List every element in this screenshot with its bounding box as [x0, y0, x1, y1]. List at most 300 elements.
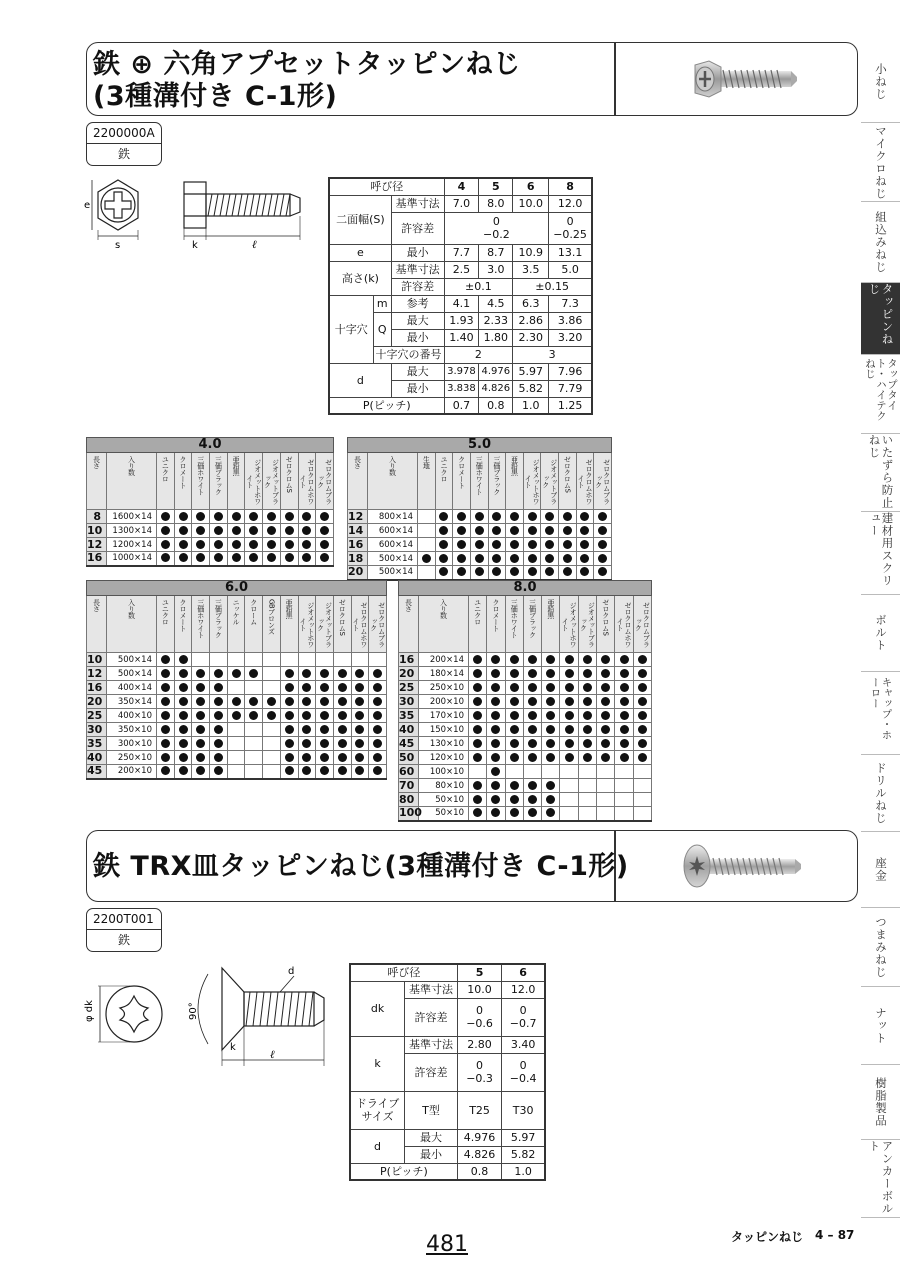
availability-cell — [560, 695, 578, 709]
availability-cell — [298, 667, 316, 681]
quantity-cell: 200×10 — [419, 695, 469, 709]
availability-cell — [505, 765, 523, 779]
availability-cell — [369, 723, 387, 737]
availability-cell — [245, 681, 263, 695]
availability-cell — [487, 723, 505, 737]
availability-cell — [369, 667, 387, 681]
length-cell: 70 — [399, 779, 419, 793]
availability-cell — [157, 653, 175, 667]
drawing-label-angle: 90° — [188, 1002, 199, 1020]
spec-cell: 2 — [444, 346, 513, 363]
table-row — [399, 807, 652, 821]
available-dot-icon — [302, 553, 311, 562]
finish-column-header: ゼロクロムブラック — [633, 596, 651, 653]
finish-column-header: 三価ブラック — [210, 453, 228, 510]
available-dot-icon — [598, 526, 607, 535]
spec-cell: 許容差 — [405, 1053, 458, 1091]
availability-cell — [245, 552, 263, 566]
availability-cell — [333, 709, 351, 723]
availability-cell — [542, 723, 560, 737]
available-dot-icon — [457, 540, 466, 549]
spec-size: 6 — [502, 964, 545, 981]
available-dot-icon — [510, 669, 519, 678]
availability-cell — [227, 681, 245, 695]
quantity-cell: 500×14 — [107, 667, 157, 681]
availability-cell — [542, 695, 560, 709]
available-dot-icon — [161, 540, 170, 549]
availability-cell — [541, 524, 559, 538]
finish-column-header: ジオメットホワイト — [245, 453, 263, 510]
available-dot-icon — [580, 540, 589, 549]
availability-cell — [227, 723, 245, 737]
availability-cell — [316, 709, 334, 723]
available-dot-icon — [475, 540, 484, 549]
availability-cell — [227, 709, 245, 723]
finish-column-header: ゼロクロムS — [559, 453, 577, 510]
spec-cell: 4.826 — [479, 380, 513, 397]
available-dot-icon — [214, 766, 223, 775]
availability-cell — [542, 765, 560, 779]
availability-cell — [615, 737, 633, 751]
availability-cell — [280, 751, 298, 765]
available-dot-icon — [492, 526, 501, 535]
availability-cell — [174, 723, 192, 737]
length-cell: 20 — [399, 667, 419, 681]
availability-cell — [174, 552, 192, 566]
length-column-header: 長さ — [348, 453, 368, 510]
available-dot-icon — [232, 669, 241, 678]
available-dot-icon — [422, 554, 431, 563]
available-dot-icon — [355, 711, 364, 720]
spec-cell: 1.0 — [502, 1163, 545, 1180]
availability-cell — [541, 566, 559, 580]
availability-cell — [597, 751, 615, 765]
available-dot-icon — [546, 739, 555, 748]
availability-cell — [210, 552, 228, 566]
length-cell: 25 — [399, 681, 419, 695]
spec-cell: 3.978 — [444, 363, 479, 380]
sidebar-tab[interactable] — [861, 987, 900, 1065]
spec-cell: 最小 — [391, 244, 444, 261]
availability-cell — [192, 709, 210, 723]
available-dot-icon — [601, 753, 610, 762]
quantity-cell: 500×14 — [368, 552, 418, 566]
available-dot-icon — [492, 567, 501, 576]
availability-cell — [245, 709, 263, 723]
spec-cell: 最大 — [391, 312, 444, 329]
finish-column-header: ゼロクロムホワイト — [615, 596, 633, 653]
sidebar-tab[interactable] — [861, 42, 900, 123]
availability-cell — [174, 510, 192, 524]
available-dot-icon — [285, 669, 294, 678]
available-dot-icon — [338, 669, 347, 678]
availability-cell — [469, 751, 487, 765]
spec-cell: 基準寸法 — [391, 195, 444, 212]
availability-cell — [435, 510, 453, 524]
available-dot-icon — [439, 554, 448, 563]
availability-cell — [633, 667, 651, 681]
availability-cell — [560, 723, 578, 737]
availability-cell — [505, 681, 523, 695]
finish-column-header: クローム — [245, 596, 263, 653]
available-dot-icon — [491, 808, 500, 817]
availability-cell — [333, 737, 351, 751]
sidebar-tab[interactable] — [861, 755, 900, 832]
available-dot-icon — [285, 553, 294, 562]
availability-cell — [597, 793, 615, 807]
spec-cell: 8.7 — [479, 244, 513, 261]
availability-cell — [487, 793, 505, 807]
sidebar-tab[interactable] — [861, 512, 900, 595]
length-cell: 40 — [87, 751, 107, 765]
available-dot-icon — [196, 725, 205, 734]
available-dot-icon — [302, 526, 311, 535]
finish-column-header: 三価ホワイト — [192, 596, 210, 653]
availability-cell — [505, 667, 523, 681]
sidebar-tab[interactable] — [861, 355, 900, 434]
available-dot-icon — [583, 725, 592, 734]
available-dot-icon — [179, 711, 188, 720]
availability-cell — [369, 765, 387, 779]
availability-cell — [469, 681, 487, 695]
quantity-cell: 800×14 — [368, 510, 418, 524]
available-dot-icon — [598, 554, 607, 563]
available-dot-icon — [473, 697, 482, 706]
available-dot-icon — [601, 739, 610, 748]
availability-cell — [369, 737, 387, 751]
availability-cell — [523, 709, 541, 723]
pack-table-6 — [86, 580, 387, 780]
availability-cell — [245, 667, 263, 681]
length-cell: 14 — [348, 524, 368, 538]
available-dot-icon — [601, 711, 610, 720]
spec-cell: 0 −0.2 — [444, 212, 549, 244]
available-dot-icon — [510, 808, 519, 817]
available-dot-icon — [196, 512, 205, 521]
availability-cell — [245, 751, 263, 765]
availability-cell — [351, 709, 369, 723]
availability-cell — [280, 667, 298, 681]
drawing-label-l: ℓ — [270, 1048, 275, 1061]
availability-cell — [523, 793, 541, 807]
available-dot-icon — [214, 683, 223, 692]
available-dot-icon — [580, 512, 589, 521]
availability-cell — [227, 667, 245, 681]
availability-cell — [597, 765, 615, 779]
availability-cell — [210, 538, 228, 552]
drawing-label-k: k — [192, 240, 198, 251]
available-dot-icon — [598, 512, 607, 521]
spec-cell: 3.838 — [444, 380, 479, 397]
sidebar-tab[interactable] — [861, 595, 900, 672]
availability-cell — [615, 793, 633, 807]
availability-cell — [418, 510, 436, 524]
availability-cell — [469, 779, 487, 793]
availability-cell — [245, 653, 263, 667]
available-dot-icon — [214, 512, 223, 521]
availability-cell — [210, 737, 228, 751]
hex-screw-drawing — [84, 172, 320, 262]
length-cell: 16 — [87, 552, 107, 566]
availability-cell — [453, 566, 471, 580]
drawing-label-d: d — [288, 966, 295, 977]
available-dot-icon — [545, 526, 554, 535]
available-dot-icon — [179, 683, 188, 692]
quantity-cell: 250×10 — [419, 681, 469, 695]
availability-cell — [210, 723, 228, 737]
product1-title-line1: 鉄 ⊕ 六角アプセットタッピンねじ — [93, 49, 521, 80]
availability-cell — [351, 667, 369, 681]
availability-cell — [263, 524, 281, 538]
available-dot-icon — [373, 711, 382, 720]
available-dot-icon — [355, 766, 364, 775]
available-dot-icon — [302, 512, 311, 521]
availability-cell — [505, 793, 523, 807]
availability-cell — [192, 510, 210, 524]
availability-cell — [542, 709, 560, 723]
availability-cell — [523, 765, 541, 779]
available-dot-icon — [196, 739, 205, 748]
available-dot-icon — [491, 697, 500, 706]
footer-section: タッピンねじ — [731, 1230, 804, 1244]
quantity-cell: 400×14 — [107, 681, 157, 695]
available-dot-icon — [620, 683, 629, 692]
availability-cell — [578, 765, 596, 779]
available-dot-icon — [232, 512, 241, 521]
available-dot-icon — [491, 711, 500, 720]
availability-cell — [523, 751, 541, 765]
availability-cell — [559, 566, 577, 580]
availability-cell — [488, 552, 506, 566]
availability-cell — [210, 653, 228, 667]
available-dot-icon — [546, 697, 555, 706]
availability-cell — [578, 793, 596, 807]
availability-cell — [298, 538, 316, 552]
spec-cell: 3.20 — [549, 329, 592, 346]
available-dot-icon — [638, 683, 647, 692]
available-dot-icon — [510, 655, 519, 664]
hex-screw-photo — [687, 57, 799, 101]
available-dot-icon — [249, 711, 258, 720]
product1-title-line2: (3種溝付き C-1形) — [93, 81, 338, 112]
availability-cell — [192, 695, 210, 709]
available-dot-icon — [302, 725, 311, 734]
available-dot-icon — [285, 512, 294, 521]
availability-cell — [488, 524, 506, 538]
spec-cell: 7.3 — [549, 295, 592, 312]
availability-cell — [615, 723, 633, 737]
page-number: 481 — [426, 1232, 468, 1257]
availability-cell — [263, 538, 281, 552]
availability-cell — [560, 765, 578, 779]
available-dot-icon — [473, 683, 482, 692]
availability-cell — [633, 793, 651, 807]
available-dot-icon — [232, 526, 241, 535]
table-row — [87, 510, 334, 524]
available-dot-icon — [601, 669, 610, 678]
availability-cell — [523, 807, 541, 821]
availability-cell — [245, 524, 263, 538]
drawing-label-k: k — [230, 1042, 236, 1053]
available-dot-icon — [563, 512, 572, 521]
sidebar-tab[interactable] — [861, 123, 900, 202]
availability-cell — [157, 681, 175, 695]
sidebar-tab[interactable] — [861, 202, 900, 283]
spec-cell: 4.1 — [444, 295, 479, 312]
available-dot-icon — [473, 711, 482, 720]
available-dot-icon — [510, 781, 519, 790]
sidebar-tab[interactable] — [861, 832, 900, 908]
availability-cell — [435, 552, 453, 566]
available-dot-icon — [491, 683, 500, 692]
pack-size-header: 6.0 — [87, 581, 387, 596]
finish-column-header: 亜鉛黒 — [542, 596, 560, 653]
availability-cell — [615, 667, 633, 681]
drawing-label-dk: φ dk — [84, 1000, 95, 1022]
availability-cell — [523, 681, 541, 695]
product1-code: 2200000A — [87, 123, 161, 144]
availability-cell — [192, 723, 210, 737]
available-dot-icon — [473, 753, 482, 762]
availability-cell — [316, 538, 334, 552]
availability-cell — [594, 552, 612, 566]
available-dot-icon — [638, 739, 647, 748]
availability-cell — [210, 751, 228, 765]
available-dot-icon — [439, 512, 448, 521]
available-dot-icon — [338, 683, 347, 692]
available-dot-icon — [320, 766, 329, 775]
available-dot-icon — [475, 526, 484, 535]
available-dot-icon — [320, 725, 329, 734]
availability-cell — [418, 538, 436, 552]
availability-cell — [578, 807, 596, 821]
available-dot-icon — [510, 567, 519, 576]
quantity-cell: 100×10 — [419, 765, 469, 779]
availability-cell — [453, 510, 471, 524]
length-cell: 12 — [87, 667, 107, 681]
availability-cell — [210, 765, 228, 779]
availability-cell — [594, 566, 612, 580]
available-dot-icon — [161, 711, 170, 720]
available-dot-icon — [601, 655, 610, 664]
finish-column-header: ユニクロ — [435, 453, 453, 510]
length-cell: 45 — [87, 765, 107, 779]
availability-cell — [559, 552, 577, 566]
available-dot-icon — [338, 711, 347, 720]
availability-cell — [578, 751, 596, 765]
available-dot-icon — [161, 753, 170, 762]
available-dot-icon — [232, 540, 241, 549]
availability-cell — [333, 681, 351, 695]
availability-cell — [298, 510, 316, 524]
availability-cell — [506, 538, 524, 552]
available-dot-icon — [528, 725, 537, 734]
availability-cell — [488, 566, 506, 580]
available-dot-icon — [338, 766, 347, 775]
sidebar-tab-label: タッピンねじ — [867, 283, 895, 346]
availability-cell — [633, 779, 651, 793]
sidebar-tab[interactable] — [861, 1065, 900, 1140]
availability-cell — [597, 723, 615, 737]
spec-cell: 4.5 — [479, 295, 513, 312]
availability-cell — [174, 681, 192, 695]
spec-cell: 3.40 — [502, 1036, 545, 1053]
available-dot-icon — [355, 697, 364, 706]
sidebar-tab[interactable] — [861, 434, 900, 512]
availability-cell — [487, 653, 505, 667]
sidebar-tab-label: 樹脂製品 — [874, 1077, 888, 1127]
availability-cell — [470, 524, 488, 538]
sidebar-tab[interactable] — [861, 1140, 900, 1218]
length-cell: 35 — [87, 737, 107, 751]
availability-cell — [263, 552, 281, 566]
available-dot-icon — [601, 725, 610, 734]
availability-cell — [157, 510, 175, 524]
product2-title-box — [86, 830, 858, 902]
available-dot-icon — [528, 808, 537, 817]
available-dot-icon — [285, 697, 294, 706]
quantity-cell: 180×14 — [419, 667, 469, 681]
available-dot-icon — [338, 725, 347, 734]
finish-column-header: ゼロクロムS — [597, 596, 615, 653]
available-dot-icon — [161, 739, 170, 748]
available-dot-icon — [302, 697, 311, 706]
sidebar-tab[interactable] — [861, 283, 900, 355]
table-row — [399, 765, 652, 779]
availability-cell — [487, 779, 505, 793]
quantity-cell: 350×14 — [107, 695, 157, 709]
sidebar-tab-label: キャップ・ホーロー — [869, 677, 893, 740]
length-cell: 30 — [87, 723, 107, 737]
availability-cell — [594, 510, 612, 524]
availability-cell — [487, 667, 505, 681]
sidebar-tab[interactable] — [861, 672, 900, 755]
available-dot-icon — [546, 669, 555, 678]
available-dot-icon — [373, 766, 382, 775]
available-dot-icon — [583, 655, 592, 664]
spec-cell: 0 −0.3 — [457, 1053, 501, 1091]
availability-cell — [316, 510, 334, 524]
available-dot-icon — [161, 655, 170, 664]
availability-cell — [210, 709, 228, 723]
available-dot-icon — [528, 711, 537, 720]
table-row — [87, 751, 387, 765]
availability-cell — [487, 695, 505, 709]
quantity-cell: 50×10 — [419, 793, 469, 807]
available-dot-icon — [302, 739, 311, 748]
availability-cell — [227, 765, 245, 779]
availability-cell — [541, 538, 559, 552]
available-dot-icon — [601, 683, 610, 692]
sidebar-tab-label: アンカーボルト — [867, 1140, 895, 1215]
available-dot-icon — [528, 697, 537, 706]
table-row — [87, 723, 387, 737]
availability-cell — [594, 538, 612, 552]
available-dot-icon — [179, 739, 188, 748]
availability-cell — [174, 653, 192, 667]
availability-cell — [192, 751, 210, 765]
spec-cell: e — [329, 244, 391, 261]
quantity-cell: 600×14 — [368, 524, 418, 538]
sidebar-tab[interactable] — [861, 908, 900, 987]
availability-cell — [298, 653, 316, 667]
available-dot-icon — [546, 725, 555, 734]
available-dot-icon — [510, 739, 519, 748]
availability-cell — [316, 681, 334, 695]
availability-cell — [523, 667, 541, 681]
available-dot-icon — [510, 753, 519, 762]
available-dot-icon — [214, 711, 223, 720]
